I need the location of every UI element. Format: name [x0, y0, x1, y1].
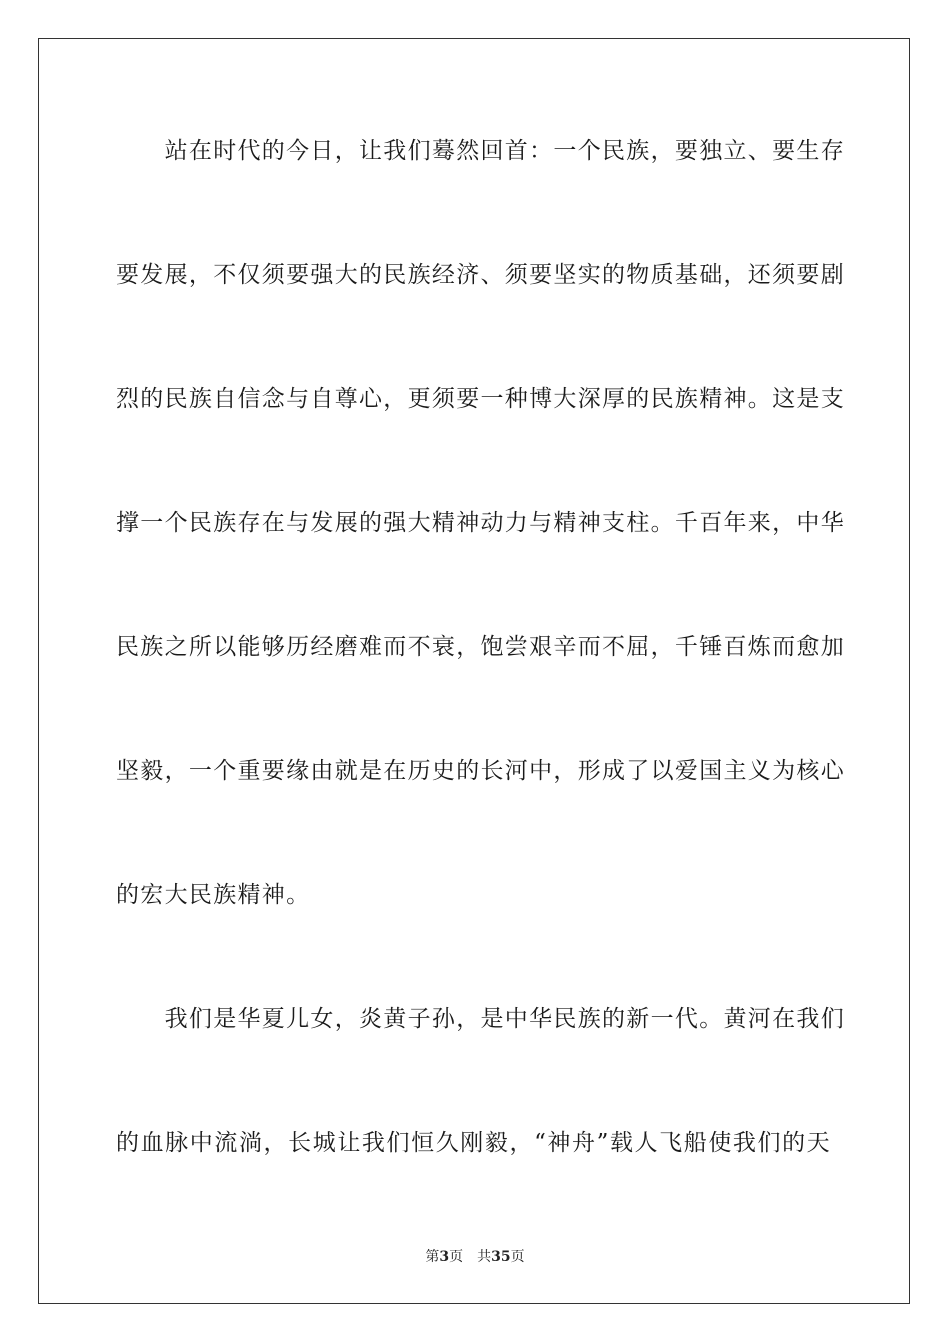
page-suffix: 页	[449, 1249, 464, 1265]
page-footer	[0, 1248, 950, 1266]
page-prefix: 第	[425, 1249, 440, 1265]
total-prefix: 共	[477, 1249, 492, 1265]
paragraph-1-line-2: 要发展，不仅须要强大的民族经济、须要坚实的物质基础，还须要剧	[116, 262, 845, 288]
page-border	[38, 38, 910, 1304]
paragraph-1-line-1: 站在时代的今日，让我们蓦然回首：一个民族，要独立、要生存	[116, 138, 845, 164]
paragraph-1-line-6: 坚毅，一个重要缘由就是在历史的长河中，形成了以爱国主义为核心	[116, 758, 845, 784]
paragraph-1-line-7: 的宏大民族精神。	[116, 882, 311, 908]
page-number: 3	[439, 1249, 450, 1265]
paragraph-1-line-4: 撑一个民族存在与发展的强大精神动力与精神支柱。千百年来，中华	[116, 510, 845, 536]
paragraph-1-line-3: 烈的民族自信念与自尊心，更须要一种博大深厚的民族精神。这是支	[116, 386, 845, 412]
total-pages: 35	[491, 1249, 511, 1265]
total-suffix: 页	[510, 1249, 525, 1265]
paragraph-2-line-1: 我们是华夏儿女，炎黄子孙，是中华民族的新一代。黄河在我们	[116, 1006, 845, 1032]
paragraph-2-line-2: 的血脉中流淌，长城让我们恒久刚毅，“神舟”载人飞船使我们的天	[116, 1130, 831, 1156]
paragraph-1-line-5: 民族之所以能够历经磨难而不衰，饱尝艰辛而不屈，千锤百炼而愈加	[116, 634, 845, 660]
